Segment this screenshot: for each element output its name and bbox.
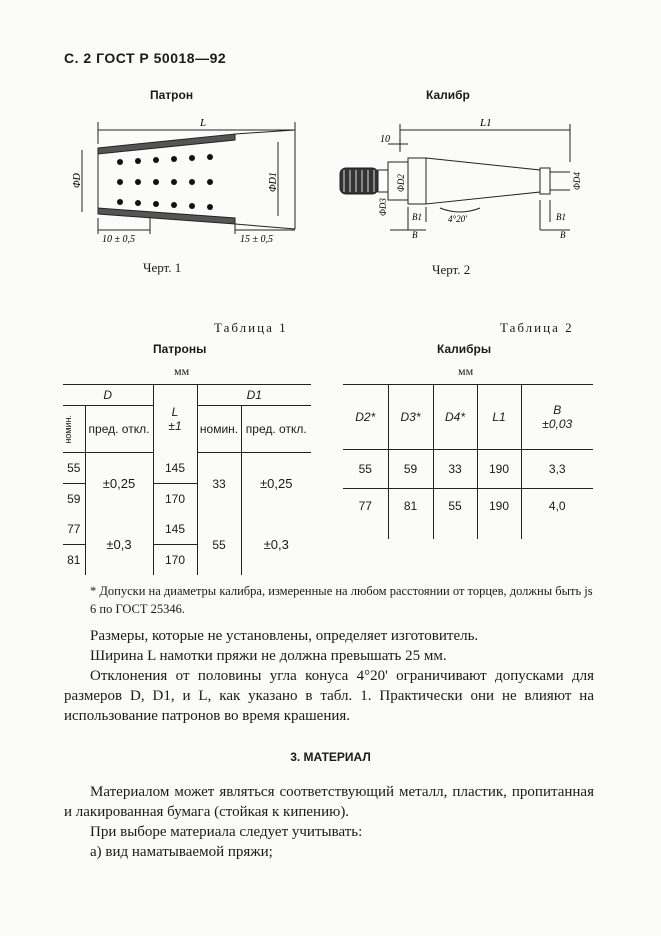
material-paragraph-3: а) вид наматываемой пряжи;	[90, 844, 273, 860]
footnote: * Допуски на диаметры калибра, измеренные на любом расстоянии от торцев, должны быть js 6 по ГОСТ 25346.	[90, 584, 593, 616]
table-cell: 55	[433, 489, 477, 540]
figure-1-caption: Черт. 1	[143, 260, 182, 275]
table-cell: 190	[477, 489, 521, 540]
table-cell: 145	[153, 514, 197, 545]
table-row: 81	[63, 545, 85, 576]
fig2-label-b1-right: B1	[556, 212, 566, 222]
fig1-label-dim-right: 15 ± 0,5	[240, 234, 273, 245]
paragraph-2: Ширина L намотки пряжи не должна превышать 25 мм.	[90, 648, 447, 664]
fig2-label-l1: L1	[480, 117, 492, 129]
t2-head-d2: D2*	[343, 385, 388, 450]
fig2-label-d3: ΦD3	[378, 198, 388, 216]
table-cell: 3,3	[521, 450, 593, 489]
fig1-label-dim-left: 10 ± 0,5	[102, 234, 135, 245]
page-header: С. 2 ГОСТ Р 50018—92	[64, 50, 227, 66]
table-row: 55	[343, 450, 388, 489]
t1-head-pred: пред. откл.	[85, 406, 153, 453]
fig1-label-d: ΦD	[72, 173, 83, 188]
table-cell: 190	[477, 450, 521, 489]
table-1-label: Таблица 1	[214, 320, 288, 335]
paragraph-1: Размеры, которые не установлены, определяет изготовитель.	[90, 628, 479, 644]
fig2-label-b-left: B	[412, 230, 418, 240]
paragraph-3: Отклонения от половины угла конуса 4°20' ограничивают допусками для размеров D, D1, и L, как указано в табл. 1. Практически они не влияют на использование патронов во время крашения.	[64, 668, 594, 724]
table-cell: 170	[153, 484, 197, 515]
t1-group1-d-tol: ±0,25	[85, 453, 153, 515]
t2-head-l1: L1	[477, 385, 521, 450]
t2-head-d4: D4*	[433, 385, 477, 450]
fig2-label-angle: 4°20'	[448, 214, 468, 224]
figure-2-title: Калибр	[426, 88, 470, 102]
material-paragraph-1: Материалом может являться соответствующий металл, пластик, пропитанная и лакированная бумага (стойкая к кипению).	[64, 784, 594, 820]
t2-head-b: B ±0,03	[521, 385, 593, 450]
table-cell: 145	[153, 453, 197, 484]
table-2-label: Таблица 2	[500, 320, 574, 335]
section-title: 3. МАТЕРИАЛ	[290, 750, 371, 764]
fig1-label-d1: ΦD1	[268, 172, 279, 192]
figure-2-caption: Черт. 2	[432, 262, 471, 277]
t1-group2-d1-tol: ±0,3	[241, 514, 311, 575]
t1-head-d1: D1	[197, 385, 311, 406]
t1-head-d: D	[63, 385, 153, 406]
fig2-label-b-right: B	[560, 230, 566, 240]
table-row: 59	[63, 484, 85, 515]
table-row: 77	[343, 489, 388, 540]
table-cell: 81	[388, 489, 433, 540]
t1-group2-d1: 55	[197, 514, 241, 575]
fig2-label-d4: ΦD4	[572, 172, 582, 190]
table-cell: 33	[433, 450, 477, 489]
table-2	[343, 384, 593, 539]
table-2-unit: мм	[458, 364, 474, 378]
table-1-unit: мм	[174, 364, 190, 378]
table-2-name: Калибры	[437, 342, 492, 356]
t1-group1-d1-tol: ±0,25	[241, 453, 311, 515]
figure-2-drawing	[330, 112, 600, 242]
t1-head-l: L ±1	[153, 385, 197, 453]
fig1-label-l: L	[200, 117, 207, 129]
fig2-label-10: 10	[380, 134, 390, 145]
fig2-label-d2: ΦD2	[396, 174, 406, 192]
table-cell: 59	[388, 450, 433, 489]
table-row: 55	[63, 453, 85, 484]
table-1	[63, 384, 311, 575]
table-cell: 4,0	[521, 489, 593, 540]
t1-group2-d-tol: ±0,3	[85, 514, 153, 575]
t1-head-pred2: пред. откл.	[241, 406, 311, 453]
t1-head-nomin2: номин.	[197, 406, 241, 453]
material-paragraph-2: При выборе материала следует учитывать:	[90, 824, 363, 840]
figure-1-drawing	[70, 112, 310, 247]
fig2-label-b1-left: B1	[412, 212, 422, 222]
t1-head-nomin: номин.	[63, 406, 85, 453]
t2-head-d3: D3*	[388, 385, 433, 450]
table-row: 77	[63, 514, 85, 545]
t1-group1-d1: 33	[197, 453, 241, 515]
figure-1-title: Патрон	[150, 88, 194, 102]
table-1-name: Патроны	[153, 342, 207, 356]
table-cell: 170	[153, 545, 197, 576]
